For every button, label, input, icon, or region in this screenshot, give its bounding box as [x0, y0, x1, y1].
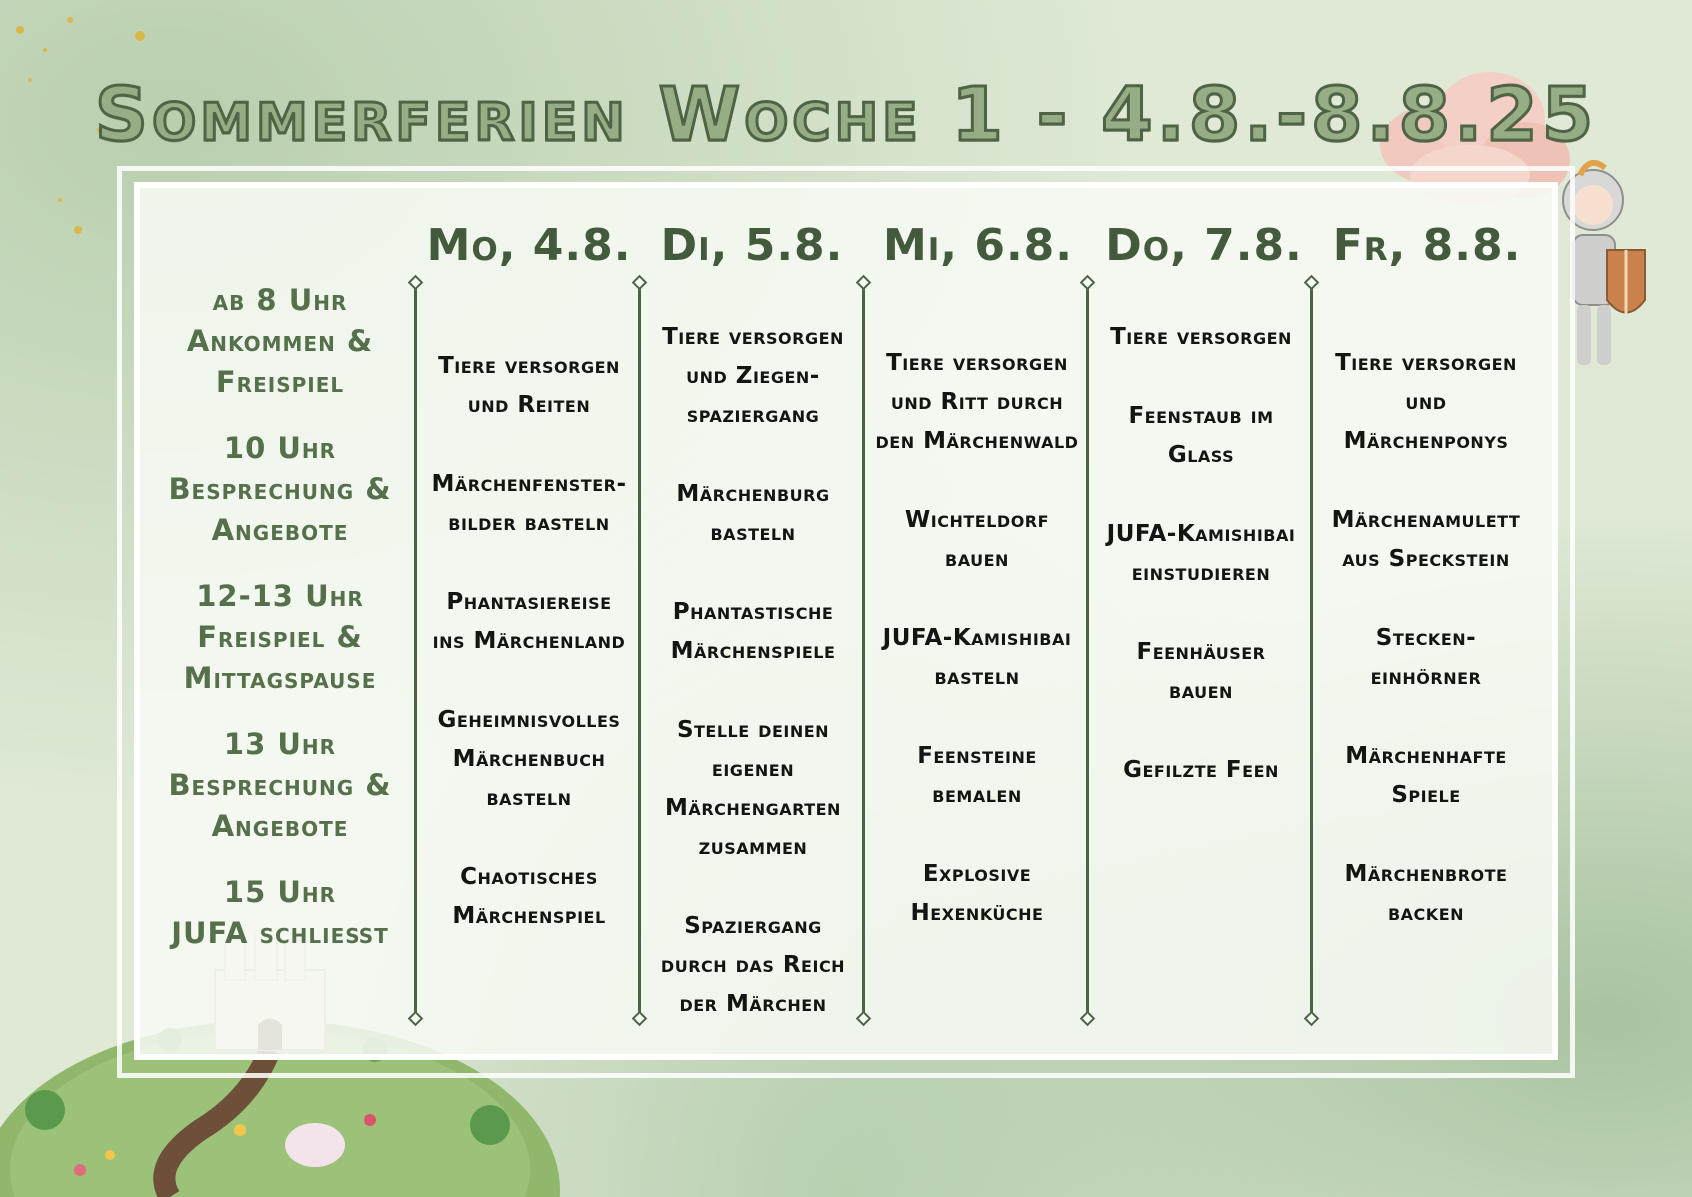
activity: Stecken- einhörner [1370, 625, 1482, 690]
activity: Wichteldorf bauen [904, 507, 1050, 572]
activity: Tiere versorgen und Ritt durch den Märchenwald [875, 350, 1079, 454]
day-header-tuesday: Di, 5.8. [660, 220, 844, 271]
activity: Märchenfenster- bilder basteln [431, 471, 627, 536]
time-slot: 15 Uhr JUFA schließt [171, 875, 389, 950]
activity: Märchenbrote backen [1344, 861, 1508, 926]
activity: Tiere versorgen [1110, 324, 1292, 350]
activity: Gefilzte Feen [1123, 757, 1279, 783]
activity: Feenhäuser bauen [1136, 639, 1266, 704]
day-header-wednesday: Mi, 6.8. [882, 220, 1073, 271]
activity: JUFA-Kamishibai basteln [882, 625, 1072, 690]
activity: Spaziergang durch das Reich der Märchen [660, 913, 846, 1017]
activity: Stelle deinen eigenen Märchengarten zusammen [665, 717, 841, 860]
day-header-monday: Mo, 4.8. [426, 220, 632, 271]
activity: Phantastische Märchenspiele [670, 599, 836, 664]
activity: Explosive Hexenküche [910, 861, 1044, 926]
time-slot: 12-13 Uhr Freispiel & Mittagspause [183, 579, 377, 695]
activity: JUFA-Kamishibai einstudieren [1106, 521, 1296, 586]
day-column-tuesday [641, 318, 865, 1064]
activity: Feensteine bemalen [917, 743, 1037, 808]
time-column [140, 280, 420, 979]
activity: Chaotisches Märchenspiel [452, 864, 606, 929]
activity: Feenstaub im Glass [1128, 403, 1274, 468]
activity: Tiere versorgen und Ziegen- spaziergang [662, 324, 844, 428]
day-column-thursday [1089, 318, 1313, 830]
activity: Märchenhafte Spiele [1345, 743, 1507, 808]
activity: Tiere versorgen und Märchenponys [1335, 350, 1517, 454]
time-slot: 13 Uhr Besprechung & Angebote [168, 727, 392, 843]
day-header-thursday: Do, 7.8. [1105, 220, 1303, 271]
page-title: Sommerferien Woche 1 - 4.8.-8.8.25 [94, 72, 1598, 158]
time-slot: 10 Uhr Besprechung & Angebote [168, 431, 392, 547]
day-column-monday [417, 347, 641, 976]
activity: Tiere versorgen und Reiten [438, 353, 620, 418]
day-column-wednesday [865, 344, 1089, 973]
day-column-friday [1314, 344, 1538, 973]
activity: Märchenamulett aus Speckstein [1331, 507, 1521, 572]
activity: Phantasiereise ins Märchenland [432, 589, 626, 654]
activity: Geheimnisvolles Märchenbuch basteln [437, 707, 621, 811]
time-slot: ab 8 Uhr Ankommen & Freispiel [186, 283, 374, 399]
day-header-friday: Fr, 8.8. [1332, 220, 1522, 271]
activity: Märchenburg basteln [676, 481, 830, 546]
